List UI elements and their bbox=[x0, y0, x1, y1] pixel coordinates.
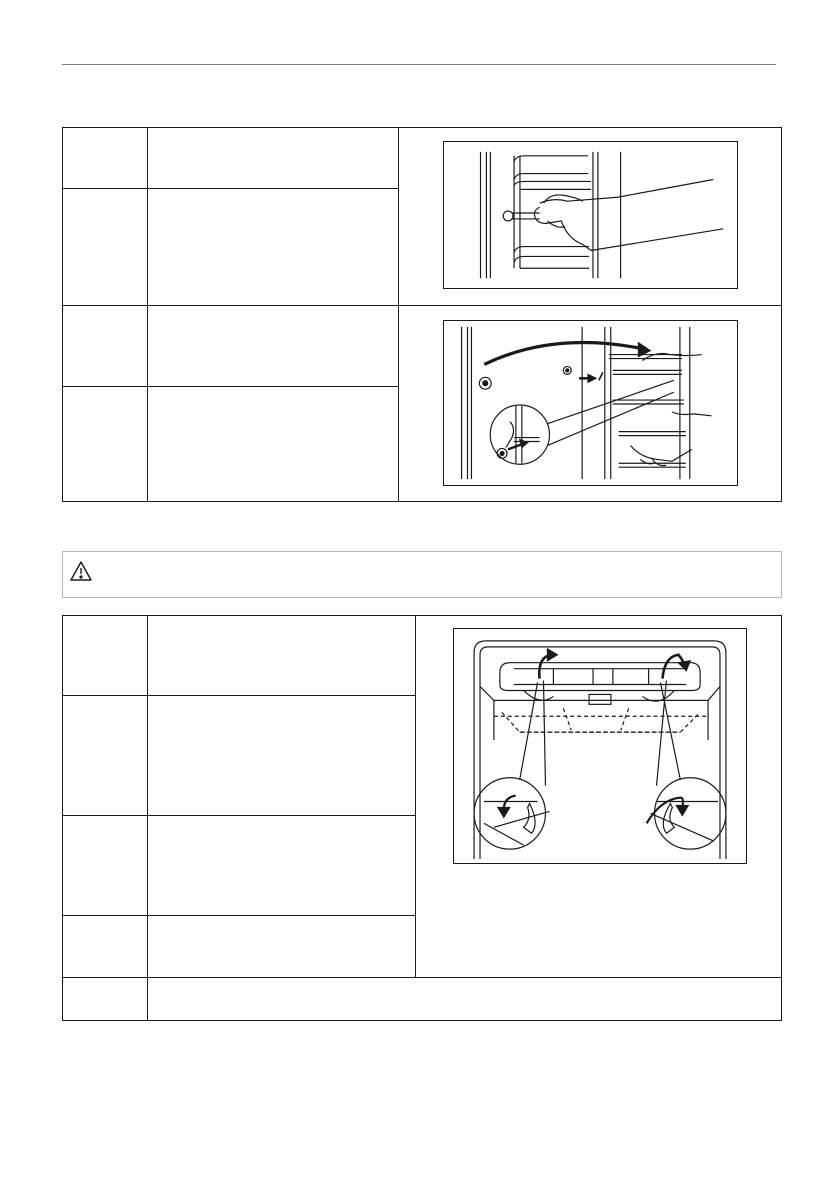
table-2-row-divider bbox=[62, 695, 415, 696]
warning-triangle-icon bbox=[69, 560, 93, 582]
warning-box bbox=[62, 551, 782, 598]
table-1-figure-divider bbox=[398, 127, 399, 502]
table-1-row-divider bbox=[62, 386, 398, 387]
hand-pulling-shelf-support-illustration bbox=[443, 141, 738, 289]
header-rule bbox=[62, 64, 776, 65]
table-2-col-divider bbox=[147, 615, 148, 1021]
table-2-row-divider bbox=[62, 977, 782, 978]
table-1-row-divider bbox=[62, 188, 398, 189]
table-2-row-divider bbox=[62, 915, 415, 916]
table-2-figure-divider bbox=[415, 615, 416, 977]
shelf-support-removal-arrow-illustration bbox=[443, 320, 738, 486]
table-1-row-divider bbox=[62, 305, 782, 306]
table-2-row-divider bbox=[62, 815, 415, 816]
table-1-col-divider bbox=[147, 127, 148, 502]
oven-top-heating-element-illustration bbox=[453, 628, 747, 864]
